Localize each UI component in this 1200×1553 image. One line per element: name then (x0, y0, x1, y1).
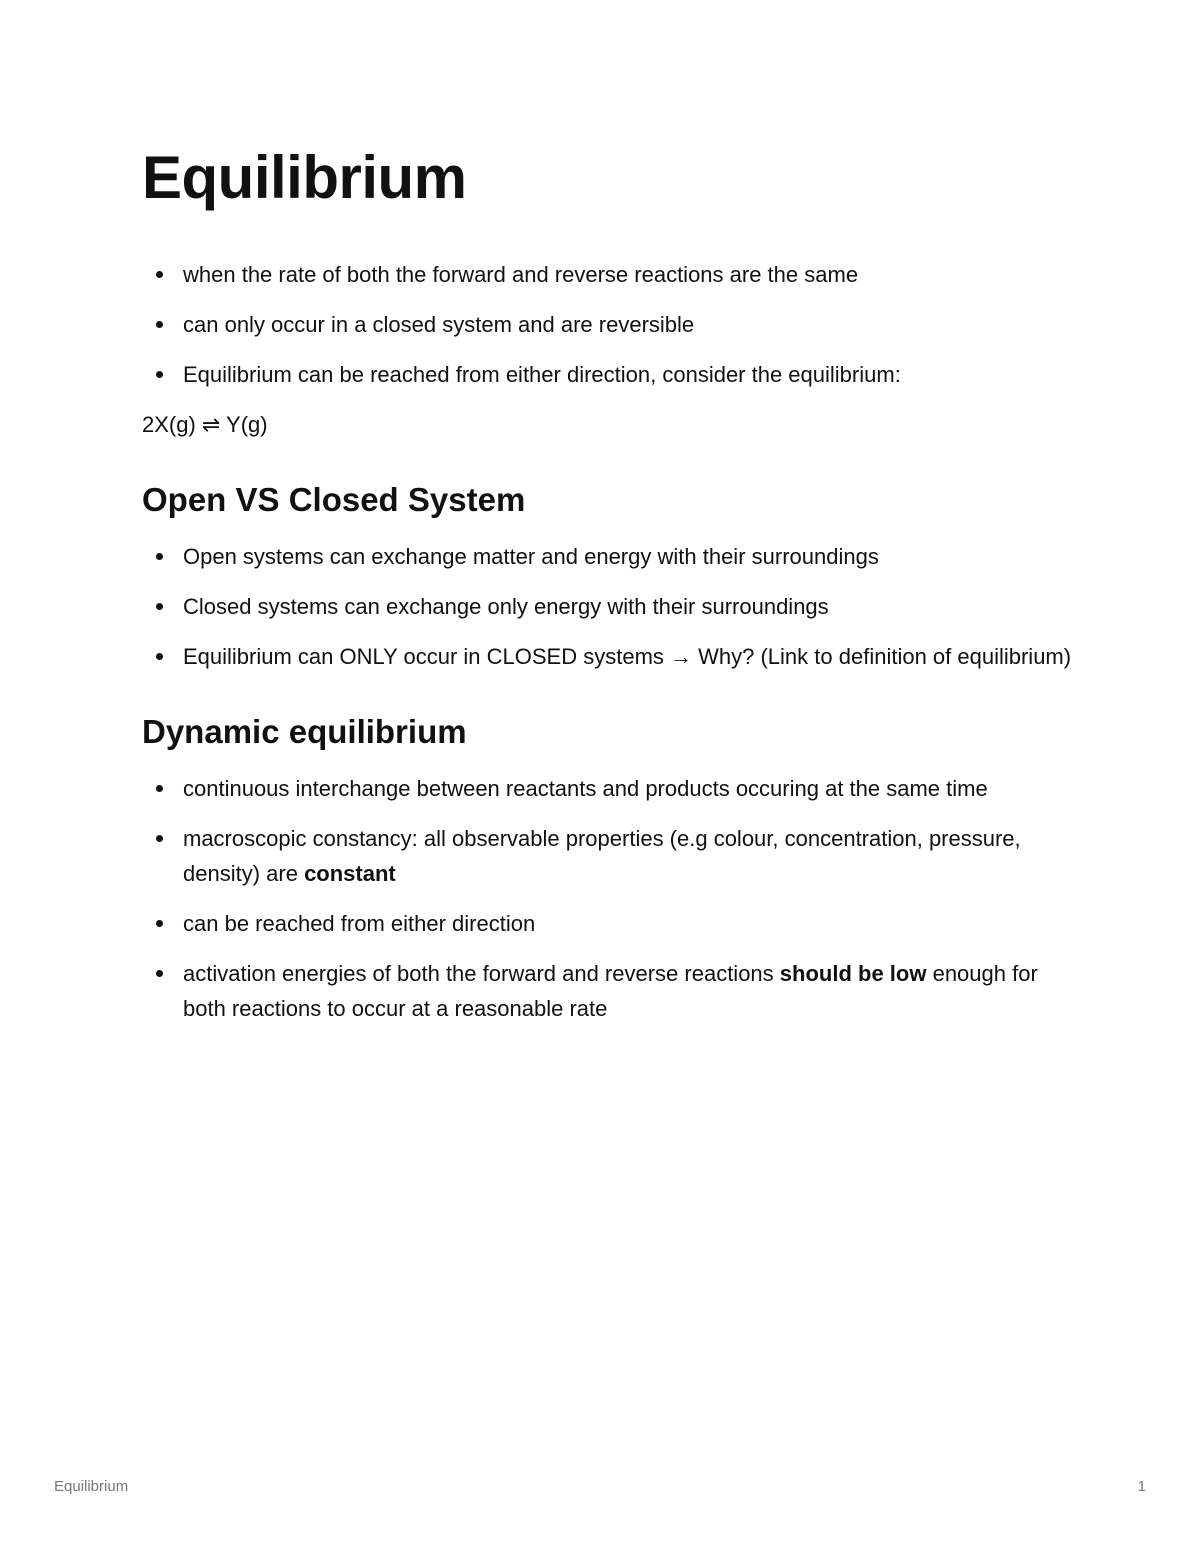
list-item: Open systems can exchange matter and energy with their surroundings (142, 539, 1072, 574)
list-item: continuous interchange between reactants and products occuring at the same time (142, 771, 1072, 806)
equilibrium-equation: 2X(g) ⇌ Y(g) (142, 412, 268, 437)
intro-bullet-list (142, 257, 1072, 392)
list-item: Closed systems can exchange only energy with their surroundings (142, 589, 1072, 624)
dynamic-bullet-list (142, 771, 1072, 1026)
open-closed-bullet-list (142, 539, 1072, 674)
list-item-text: macroscopic constancy: all observable properties (e.g colour, concentration, pressure, density) are (183, 826, 1021, 886)
list-item (142, 956, 1072, 1026)
footer-document-title: Equilibrium (54, 1478, 129, 1495)
page-title: Equilibrium (142, 144, 467, 211)
document-body (142, 140, 1072, 1026)
list-item: Equilibrium can be reached from either direction, consider the equilibrium: (142, 357, 1072, 392)
list-item-text: enough for both reactions to occur at a reasonable rate (183, 961, 1038, 1021)
footer-page-number: 1 (1137, 1478, 1146, 1495)
list-item: can only occur in a closed system and are reversible (142, 307, 1072, 342)
section-heading-open-closed: Open VS Closed System (142, 481, 526, 518)
bold-text: constant (304, 861, 396, 886)
list-item: when the rate of both the forward and reverse reactions are the same (142, 257, 1072, 292)
list-item: Equilibrium can ONLY occur in CLOSED systems → Why? (Link to definition of equilibrium) (142, 639, 1072, 674)
list-item (142, 821, 1072, 891)
bold-text: should be low (779, 961, 927, 986)
list-item-text: activation energies of both the forward and reverse reactions (183, 961, 780, 986)
list-item: can be reached from either direction (142, 906, 1072, 941)
section-heading-dynamic: Dynamic equilibrium (142, 713, 467, 750)
